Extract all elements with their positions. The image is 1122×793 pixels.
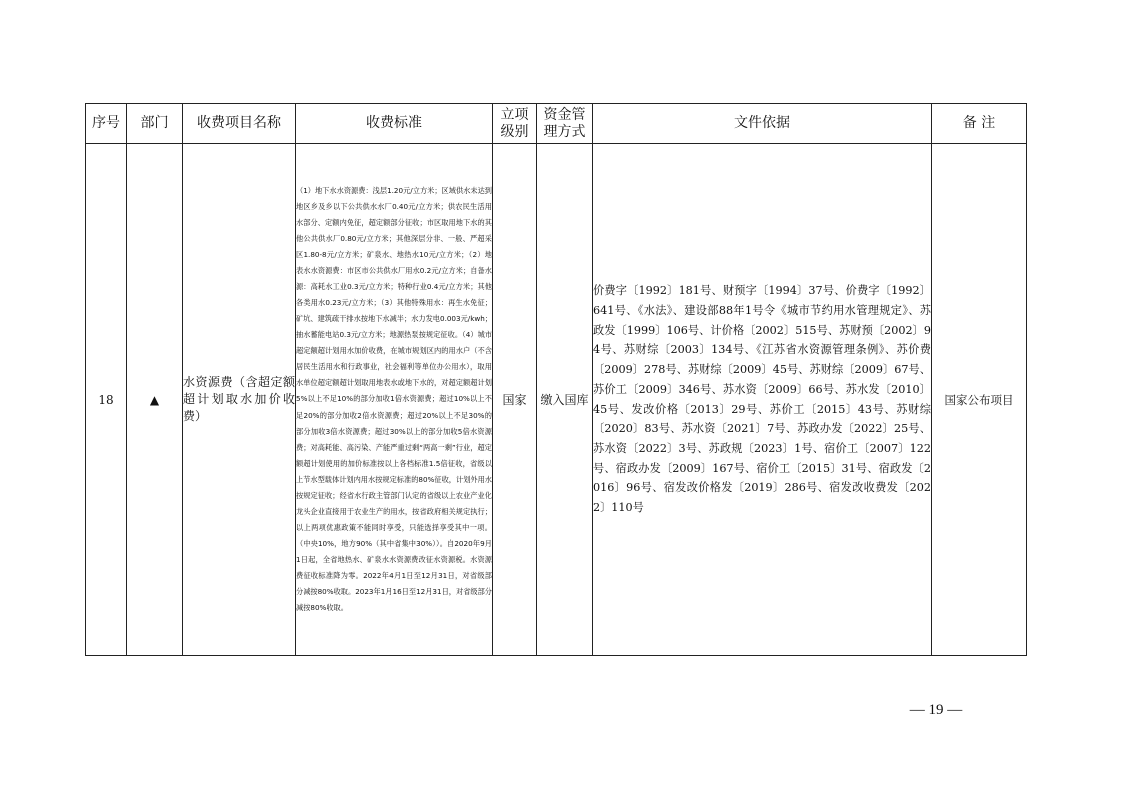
header-fund [537,104,593,144]
header-dept: 部门 [127,104,183,144]
header-level-line2: 级别 [500,123,529,140]
page-number: — 19 — [909,702,963,718]
header-fund-line1: 资金管 [543,106,586,123]
header-basis: 文件依据 [593,104,932,144]
table-row [86,144,1027,656]
cell-dept-marker: ▲ [127,144,183,656]
cell-remark: 国家公布项目 [932,144,1027,656]
table-header-row [86,104,1027,144]
header-fund-line2: 理方式 [543,123,586,140]
cell-item-name: 水资源费（含超定额超计划取水加价收费） [183,144,296,656]
header-standard: 收费标准 [296,104,493,144]
header-level-line1: 立项 [500,106,529,123]
cell-seq: 18 [86,144,127,656]
fee-table [85,103,1027,656]
header-seq: 序号 [86,104,127,144]
header-remark: 备 注 [932,104,1027,144]
cell-standard: （1）地下水水资源费：浅层1.20元/立方米；区域供水未达到地区乡及乡以下公共供水水厂0.40元/立方米；供农民生活用水部分、定额内免征，超定额部分征收；市区取用地下水的其他公共供水厂0.80元/立方米；其他深层分非、一般、严超采区1.80-8元/立方米；矿泉水、地热水10元/立方米；（2）地表水水资源费：市区市公共供水厂用水0.2元/立方米；自备水源：高耗水工业0.3元/立方米；特种行业0.4元/立方米；其他各类用水0.23元/立方米；（3）其他特殊用水：再生水免征；矿坑、建筑疏干排水按地下水减半；水力发电0.003元/kwh；抽水蓄能电站0.3元/立方米；地源热泵按规定征收。（4）城市超定额超计划用水加价收费，在城市规划区内的用水户（不含居民生活用水和行政事业，社会福利等单位办公用水），取用水单位超定额超计划取用地表水或地下水的，对超定额超计划5%以上不足10%的部分加收1倍水资源费；超过10%以上不足20%的部分加收2倍水资源费；超过20%以上不足30%的部分加收3倍水资源费；超过30%以上的部分加收5倍水资源费；对高耗能、高污染、产能严重过剩“两高一剩”行业，超定额超计划使用的加价标准按以上各档标准1.5倍征收，省级以上节水型载体计划内用水按规定标准的80%征收，计划外用水按规定征收；经省水行政主管部门认定的省级以上农业产业化龙头企业直接用于农业生产的用水，按省政府相关规定执行；以上两项优惠政策不能同时享受，只能选择享受其中一项。（中央10%，地方90%（其中省集中30%））。自2020年9月1日起，全省地热水、矿泉水水资源费改征水资源税。水资源费征收标准降为零。2022年4月1日至12月31日，对省级部分减按80%收取。2023年1月16日至12月31日，对省级部分减按80%收取。 [296,144,493,656]
header-level [493,104,537,144]
cell-level: 国家 [493,144,537,656]
cell-fund: 缴入国库 [537,144,593,656]
cell-basis: 价费字〔1992〕181号、财预字〔1994〕37号、价费字〔1992〕641号、《水法》、建设部88年1号令《城市节约用水管理规定》、苏政发〔1999〕106号、计价格〔2002〕515号、苏财预〔2002〕94号、苏财综〔2003〕134号、《江苏省水资源管理条例》、苏价费〔2009〕278号、苏财综〔2009〕45号、苏财综〔2009〕67号、苏价工〔2009〕346号、苏水资〔2009〕66号、苏水发〔2010〕45号、发改价格〔2013〕29号、苏价工〔2015〕43号、苏财综〔2020〕83号、苏水资〔2021〕7号、苏政办发〔2022〕25号、苏水资〔2022〕3号、苏政规〔2023〕1号、宿价工〔2007〕122号、宿政办发〔2009〕167号、宿价工〔2015〕31号、宿政发〔2016〕96号、宿发改价格发〔2019〕286号、宿发改收费发〔2022〕110号 [593,144,932,656]
header-item-name: 收费项目名称 [183,104,296,144]
